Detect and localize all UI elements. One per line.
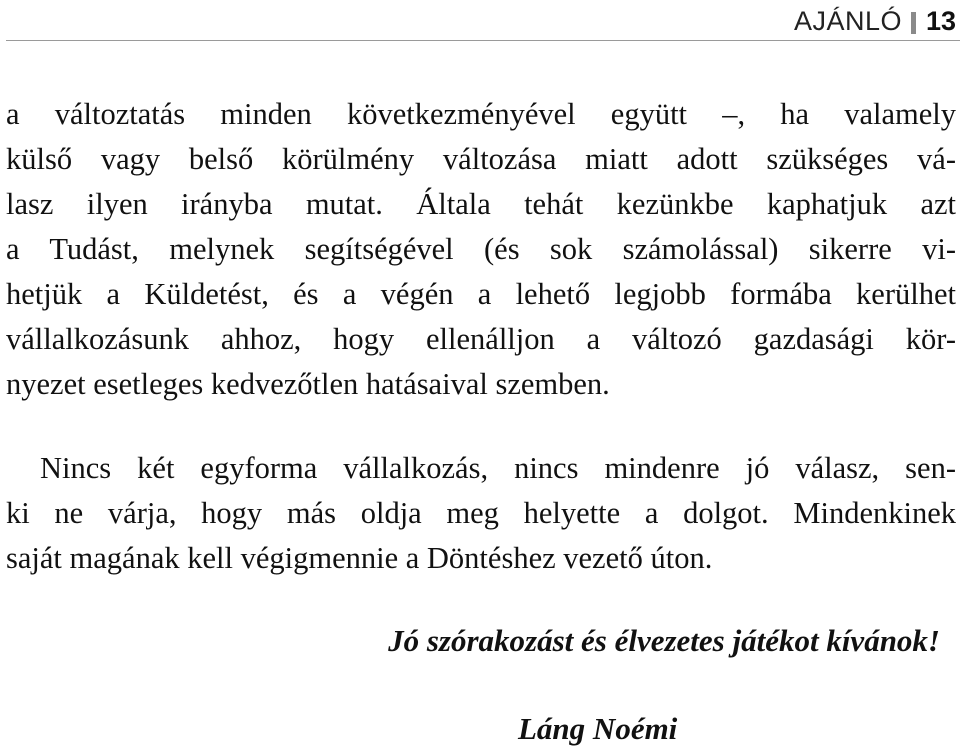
paragraph-2 <box>6 446 956 581</box>
text-line: saját magának kell végigmennie a Döntéshez vezető úton. <box>6 541 713 575</box>
page-number: 13 <box>925 6 956 36</box>
text-line: a Tudást, melynek segítségével (és sok számolással) sikerre vi- <box>6 232 956 266</box>
paragraph-1 <box>6 92 956 407</box>
page-header <box>0 0 960 42</box>
text-line: hetjük a Küldetést, és a végén a lehető legjobb formába kerülhet <box>6 277 956 311</box>
text-line: ki ne várja, hogy más oldja meg helyette a dolgot. Mindenkinek <box>6 496 956 530</box>
text-line: nyezet esetleges kedvezőtlen hatásaival szemben. <box>6 367 610 401</box>
section-title: AJÁNLÓ <box>793 6 902 36</box>
text-line: lasz ilyen irányba mutat. Általa tehát kezünkbe kaphatjuk azt <box>6 187 956 221</box>
text-line: vállalkozásunk ahhoz, hogy ellenálljon a változó gazdasági kör- <box>6 322 956 356</box>
text-line: a változtatás minden következményével együtt –, ha valamely <box>6 97 956 131</box>
text-line: külső vagy belső körülmény változása miatt adott szükséges vá- <box>6 142 956 176</box>
closing-wish: Jó szórakozást és élvezetes játékot kívánok! <box>388 623 940 658</box>
author-signature: Láng Noémi <box>518 711 678 746</box>
header-rule <box>6 40 960 41</box>
text-line: Nincs két egyforma vállalkozás, nincs mindenre jó válasz, sen- <box>40 451 956 485</box>
header-separator <box>911 12 916 34</box>
